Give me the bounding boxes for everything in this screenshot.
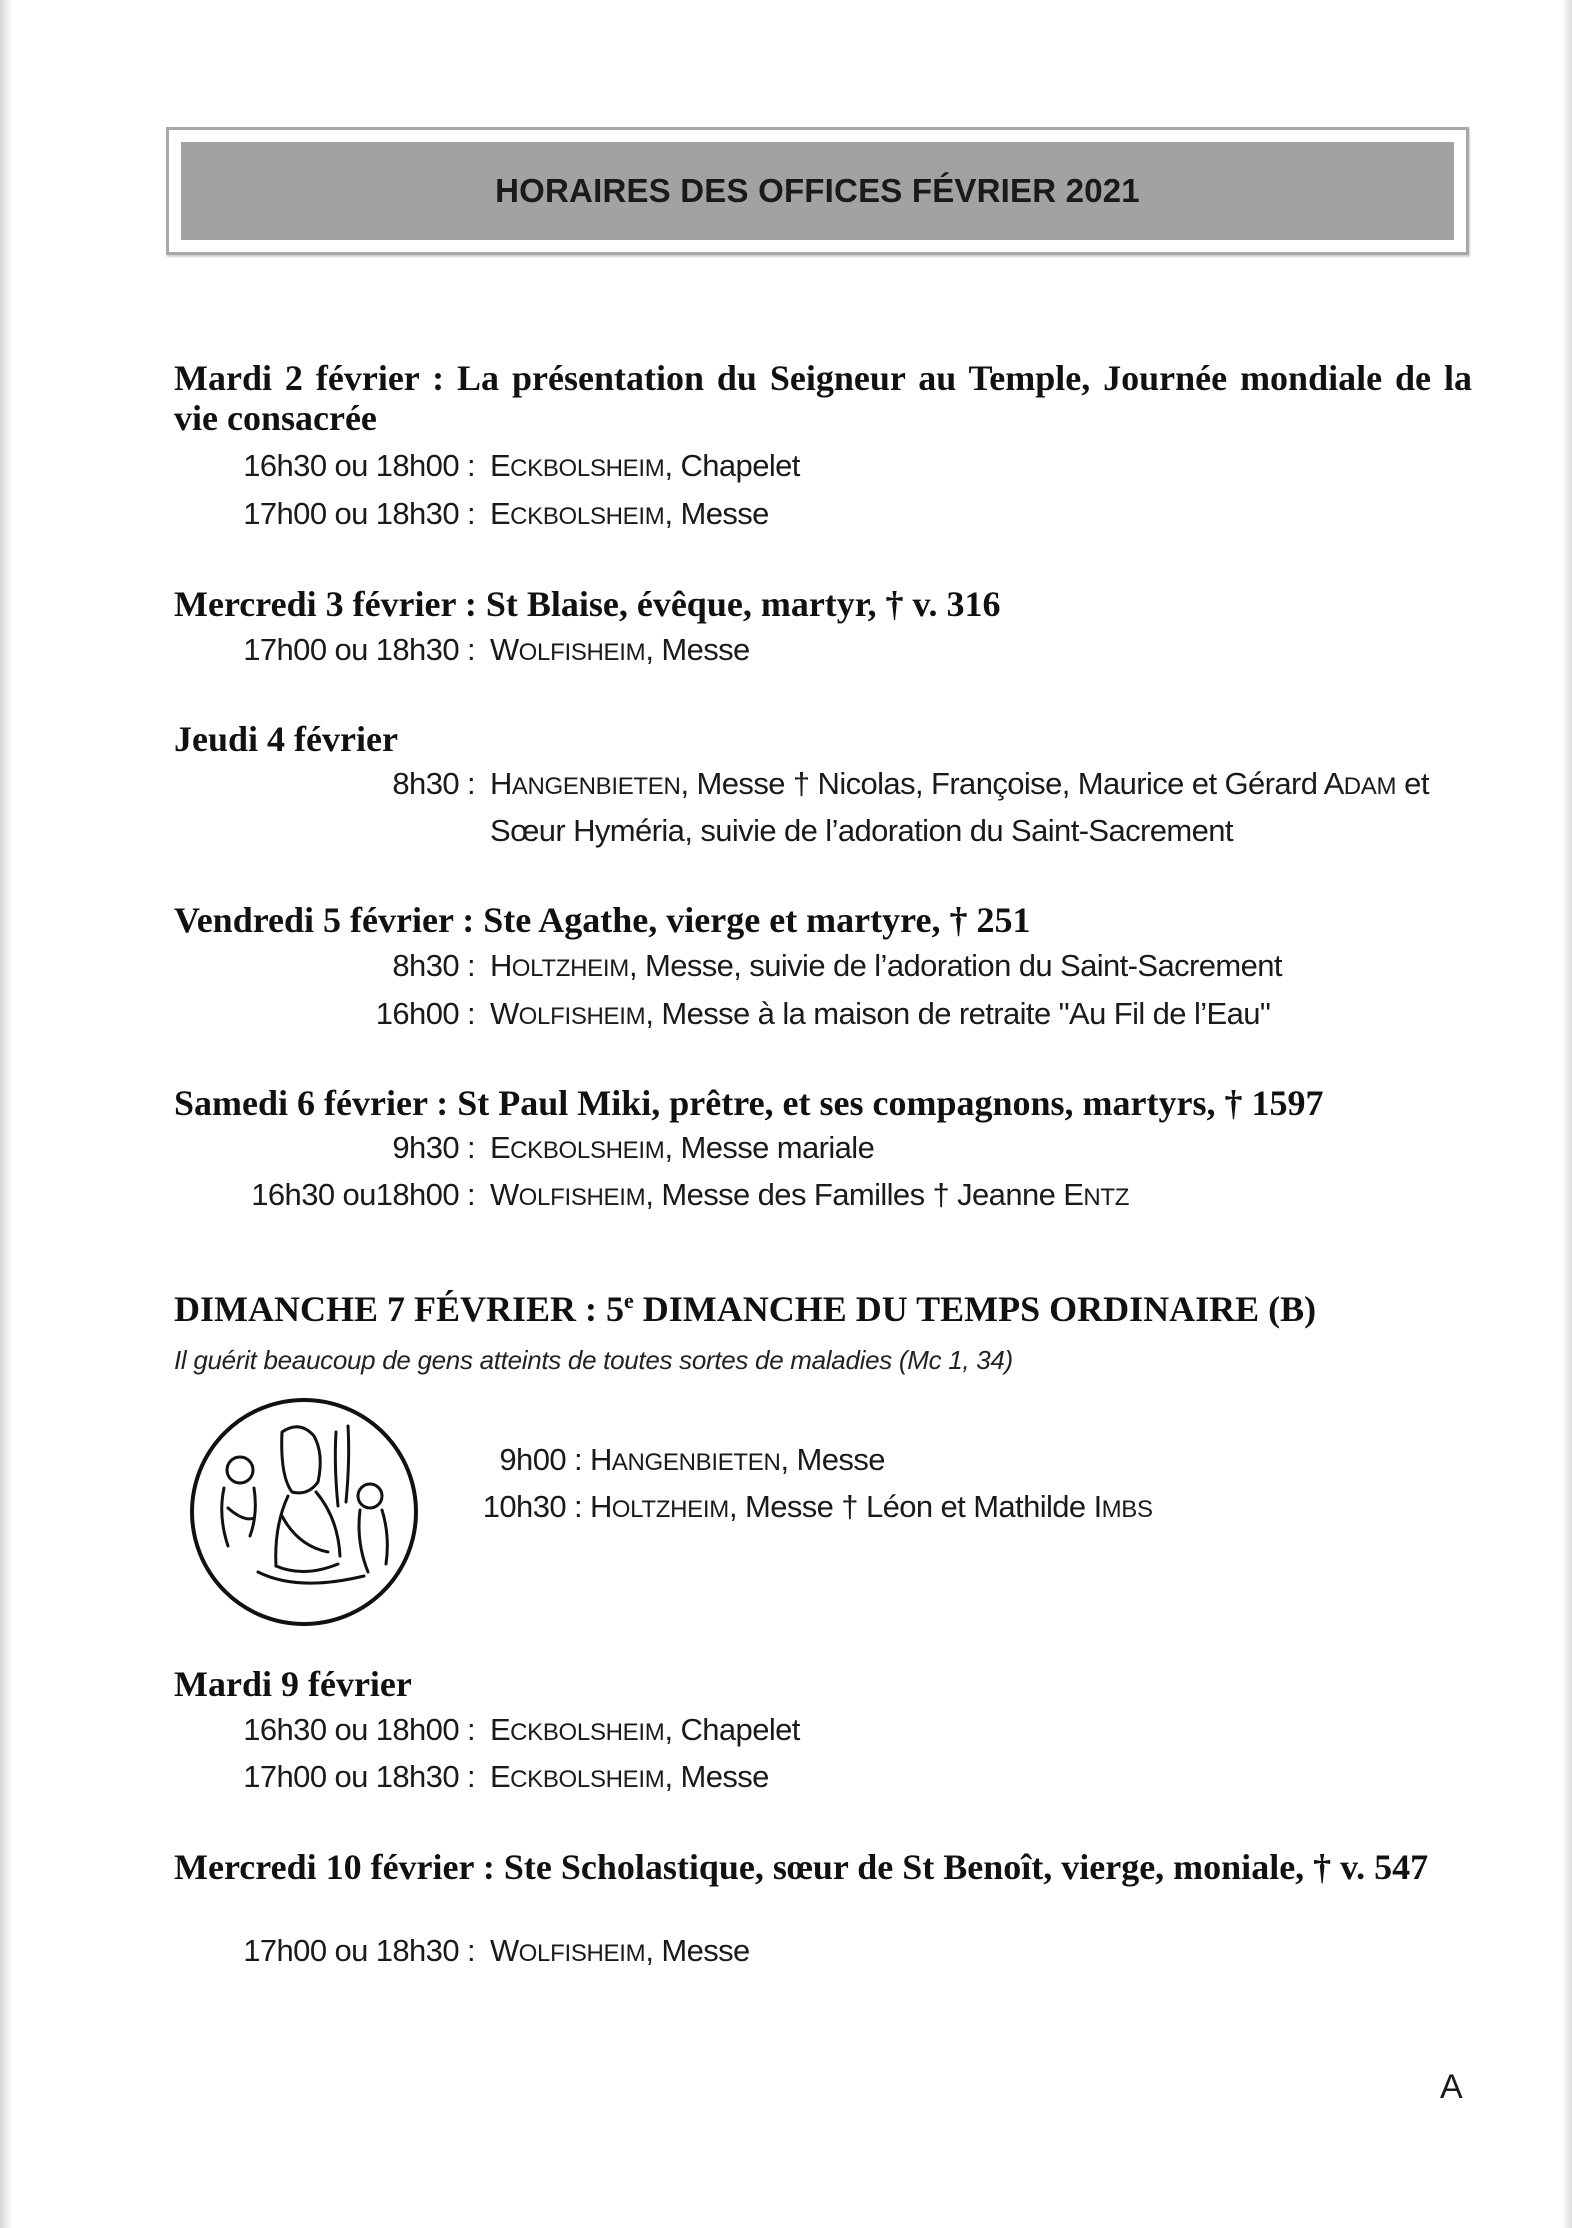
page-letter: A	[1440, 2068, 1463, 2106]
schedule-line	[0, 1126, 1572, 1170]
detail: WOLFISHEIM, Messe des Familles † Jeanne ENTZ	[490, 1177, 1130, 1212]
time: 17h00 ou 18h30 :	[243, 1759, 475, 1794]
day-heading: Mardi 9 février	[174, 1664, 412, 1704]
time: 17h00 ou 18h30 :	[243, 1933, 475, 1968]
detail: ECKBOLSHEIM, Messe	[490, 1759, 769, 1794]
title-banner	[181, 142, 1454, 240]
schedule-line	[0, 1438, 1572, 1482]
page-edge-shadow	[0, 0, 14, 2228]
schedule-line	[0, 1755, 1572, 1799]
day-heading: Vendredi 5 février : Ste Agathe, vierge et martyre, † 251	[174, 900, 1031, 940]
detail: HOLTZHEIM, Messe, suivie de l’adoration du Saint-Sacrement	[490, 948, 1282, 983]
time: 17h00 ou 18h30 :	[243, 496, 475, 531]
schedule-line	[0, 992, 1572, 1036]
day-heading: Jeudi 4 février	[174, 719, 398, 759]
day-heading: Mercredi 3 février : St Blaise, évêque, martyr, † v. 316	[174, 584, 1001, 624]
time: 16h30 ou 18h00 :	[243, 1712, 475, 1747]
detail: WOLFISHEIM, Messe à la maison de retraite "Au Fil de l’Eau"	[490, 996, 1271, 1031]
time: 16h30 ou18h00 :	[251, 1177, 475, 1212]
gospel-quote: Il guérit beaucoup de gens atteints de toutes sortes de maladies (Mc 1, 34)	[174, 1345, 1013, 1375]
schedule-line	[0, 628, 1572, 672]
detail: ECKBOLSHEIM, Messe mariale	[490, 1130, 875, 1165]
time: 16h00 :	[375, 996, 475, 1031]
page-edge-shadow-right	[1562, 0, 1572, 2228]
detail: WOLFISHEIM, Messe	[490, 1933, 750, 1968]
schedule-line	[0, 444, 1572, 488]
detail: HANGENBIETEN, Messe	[590, 1442, 885, 1477]
detail: ECKBOLSHEIM, Messe	[490, 496, 769, 531]
time: 16h30 ou 18h00 :	[243, 448, 475, 483]
schedule-line	[0, 1485, 1572, 1529]
day-heading: Mardi 2 février : La présentation du Seigneur au Temple, Journée mondiale de la vie consacrée	[174, 358, 1472, 438]
schedule-line	[0, 1173, 1572, 1217]
time: 10h30 :	[482, 1489, 582, 1524]
detail: ECKBOLSHEIM, Chapelet	[490, 1712, 800, 1747]
time: 8h30 :	[392, 948, 475, 983]
schedule-line	[0, 1708, 1572, 1752]
time: 8h30 :	[392, 766, 475, 801]
detail: HANGENBIETEN, Messe † Nicolas, Françoise, Maurice et Gérard ADAM et	[490, 766, 1429, 801]
time: 9h30 :	[392, 1130, 475, 1165]
sunday-heading: DIMANCHE 7 FÉVRIER : 5e DIMANCHE DU TEMPS ORDINAIRE (B)	[174, 1288, 1317, 1329]
schedule-line	[0, 762, 1572, 806]
time: 17h00 ou 18h30 :	[243, 632, 475, 667]
detail: WOLFISHEIM, Messe	[490, 632, 750, 667]
schedule-line-continuation	[0, 809, 1572, 853]
day-heading: Mercredi 10 février : Ste Scholastique, sœur de St Benoît, vierge, moniale, † v. 547	[174, 1847, 1429, 1887]
schedule-line	[0, 492, 1572, 536]
schedule-line	[0, 1929, 1572, 1973]
detail: ECKBOLSHEIM, Chapelet	[490, 448, 800, 483]
schedule-line	[0, 944, 1572, 988]
page-title: HORAIRES DES OFFICES FÉVRIER 2021	[495, 172, 1140, 209]
detail: Sœur Hyméria, suivie de l’adoration du Saint-Sacrement	[490, 813, 1233, 848]
title-frame	[166, 127, 1469, 255]
detail: HOLTZHEIM, Messe † Léon et Mathilde IMBS	[590, 1489, 1153, 1524]
day-heading: Samedi 6 février : St Paul Miki, prêtre, et ses compagnons, martyrs, † 1597	[174, 1083, 1324, 1123]
time: 9h00 :	[499, 1442, 582, 1477]
